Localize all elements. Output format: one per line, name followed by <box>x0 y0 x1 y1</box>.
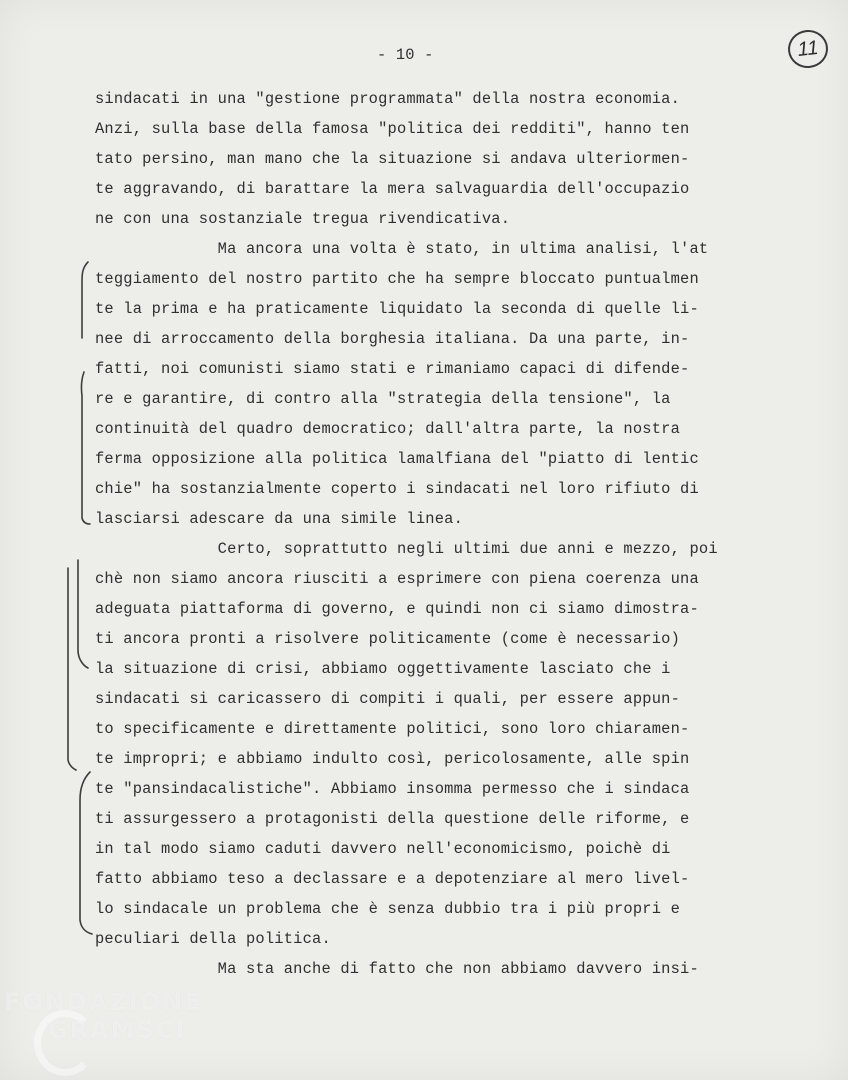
text-line: ne con una sostanziale tregua rivendicativa. <box>95 210 511 228</box>
text-line: nee di arroccamento della borghesia italiana. Da una parte, in- <box>95 330 690 348</box>
page-number: - 10 - <box>377 46 434 64</box>
margin-bracket-4 <box>78 560 88 668</box>
text-line: ti ancora pronti a risolvere politicamente (come è necessario) <box>95 630 681 648</box>
text-line: chè non siamo ancora riusciti a esprimere con piena coerenza una <box>95 570 699 588</box>
text-line: te la prima e ha praticamente liquidato la seconda di quelle li- <box>95 300 699 318</box>
text-line: fatti, noi comunisti siamo stati e rimaniamo capaci di difende- <box>95 360 690 378</box>
text-line: teggiamento del nostro partito che ha sempre bloccato puntualmen <box>95 270 699 288</box>
text-line: re e garantire, di contro alla "strategia della tensione", la <box>95 390 671 408</box>
text-line: te "pansindacalistiche". Abbiamo insomma permesso che i sindaca <box>95 780 690 798</box>
text-line: adeguata piattaforma di governo, e quindi non ci siamo dimostra- <box>95 600 699 618</box>
text-line: sindacati si caricassero di compiti i quali, per essere appun- <box>95 690 681 708</box>
margin-bracket-3 <box>68 568 76 770</box>
margin-bracket-2 <box>81 372 90 524</box>
text-line: te aggravando, di barattare la mera salvaguardia dell'occupazio <box>95 180 690 198</box>
text-line: Ma sta anche di fatto che non abbiamo davvero insi- <box>95 960 699 978</box>
text-line: lo sindacale un problema che è senza dubbio tra i più propri e <box>95 900 681 918</box>
text-line: in tal modo siamo caduti davvero nell'economicismo, poichè di <box>95 840 671 858</box>
margin-bracket-5 <box>80 772 92 934</box>
text-line: continuità del quadro democratico; dall'altra parte, la nostra <box>95 420 681 438</box>
text-line: Anzi, sulla base della famosa "politica dei redditi", hanno ten <box>95 120 690 138</box>
text-line: te impropri; e abbiamo indulto così, pericolosamente, alle spin <box>95 750 690 768</box>
text-line: ferma opposizione alla politica lamalfiana del "piatto di lentic <box>95 450 699 468</box>
margin-bracket-1 <box>82 262 88 338</box>
text-line: lasciarsi adescare da una simile linea. <box>95 510 463 528</box>
text-line: peculiari della politica. <box>95 930 331 948</box>
text-line: tato persino, man mano che la situazione si andava ulteriormen- <box>95 150 690 168</box>
text-line: ti assurgessero a protagonisti della questione delle riforme, e <box>95 810 690 828</box>
folio-number-text: 11 <box>796 36 820 61</box>
text-line: fatto abbiamo teso a declassare e a depotenziare al mero livel- <box>95 870 690 888</box>
text-line: to specificamente e direttamente politici, sono loro chiaramen- <box>95 720 690 738</box>
watermark-line-2: GRAMSCI <box>48 1016 187 1044</box>
text-line: Certo, soprattutto negli ultimi due anni e mezzo, poi <box>95 540 718 558</box>
watermark-line-1: FONDAZIONE <box>4 988 203 1016</box>
text-line: Ma ancora una volta è stato, in ultima analisi, l'at <box>95 240 709 258</box>
text-line: la situazione di crisi, abbiamo oggettivamente lasciato che i <box>95 660 671 678</box>
text-line: chie" ha sostanzialmente coperto i sindacati nel loro rifiuto di <box>95 480 699 498</box>
text-line: sindacati in una "gestione programmata" della nostra economia. <box>95 90 681 108</box>
